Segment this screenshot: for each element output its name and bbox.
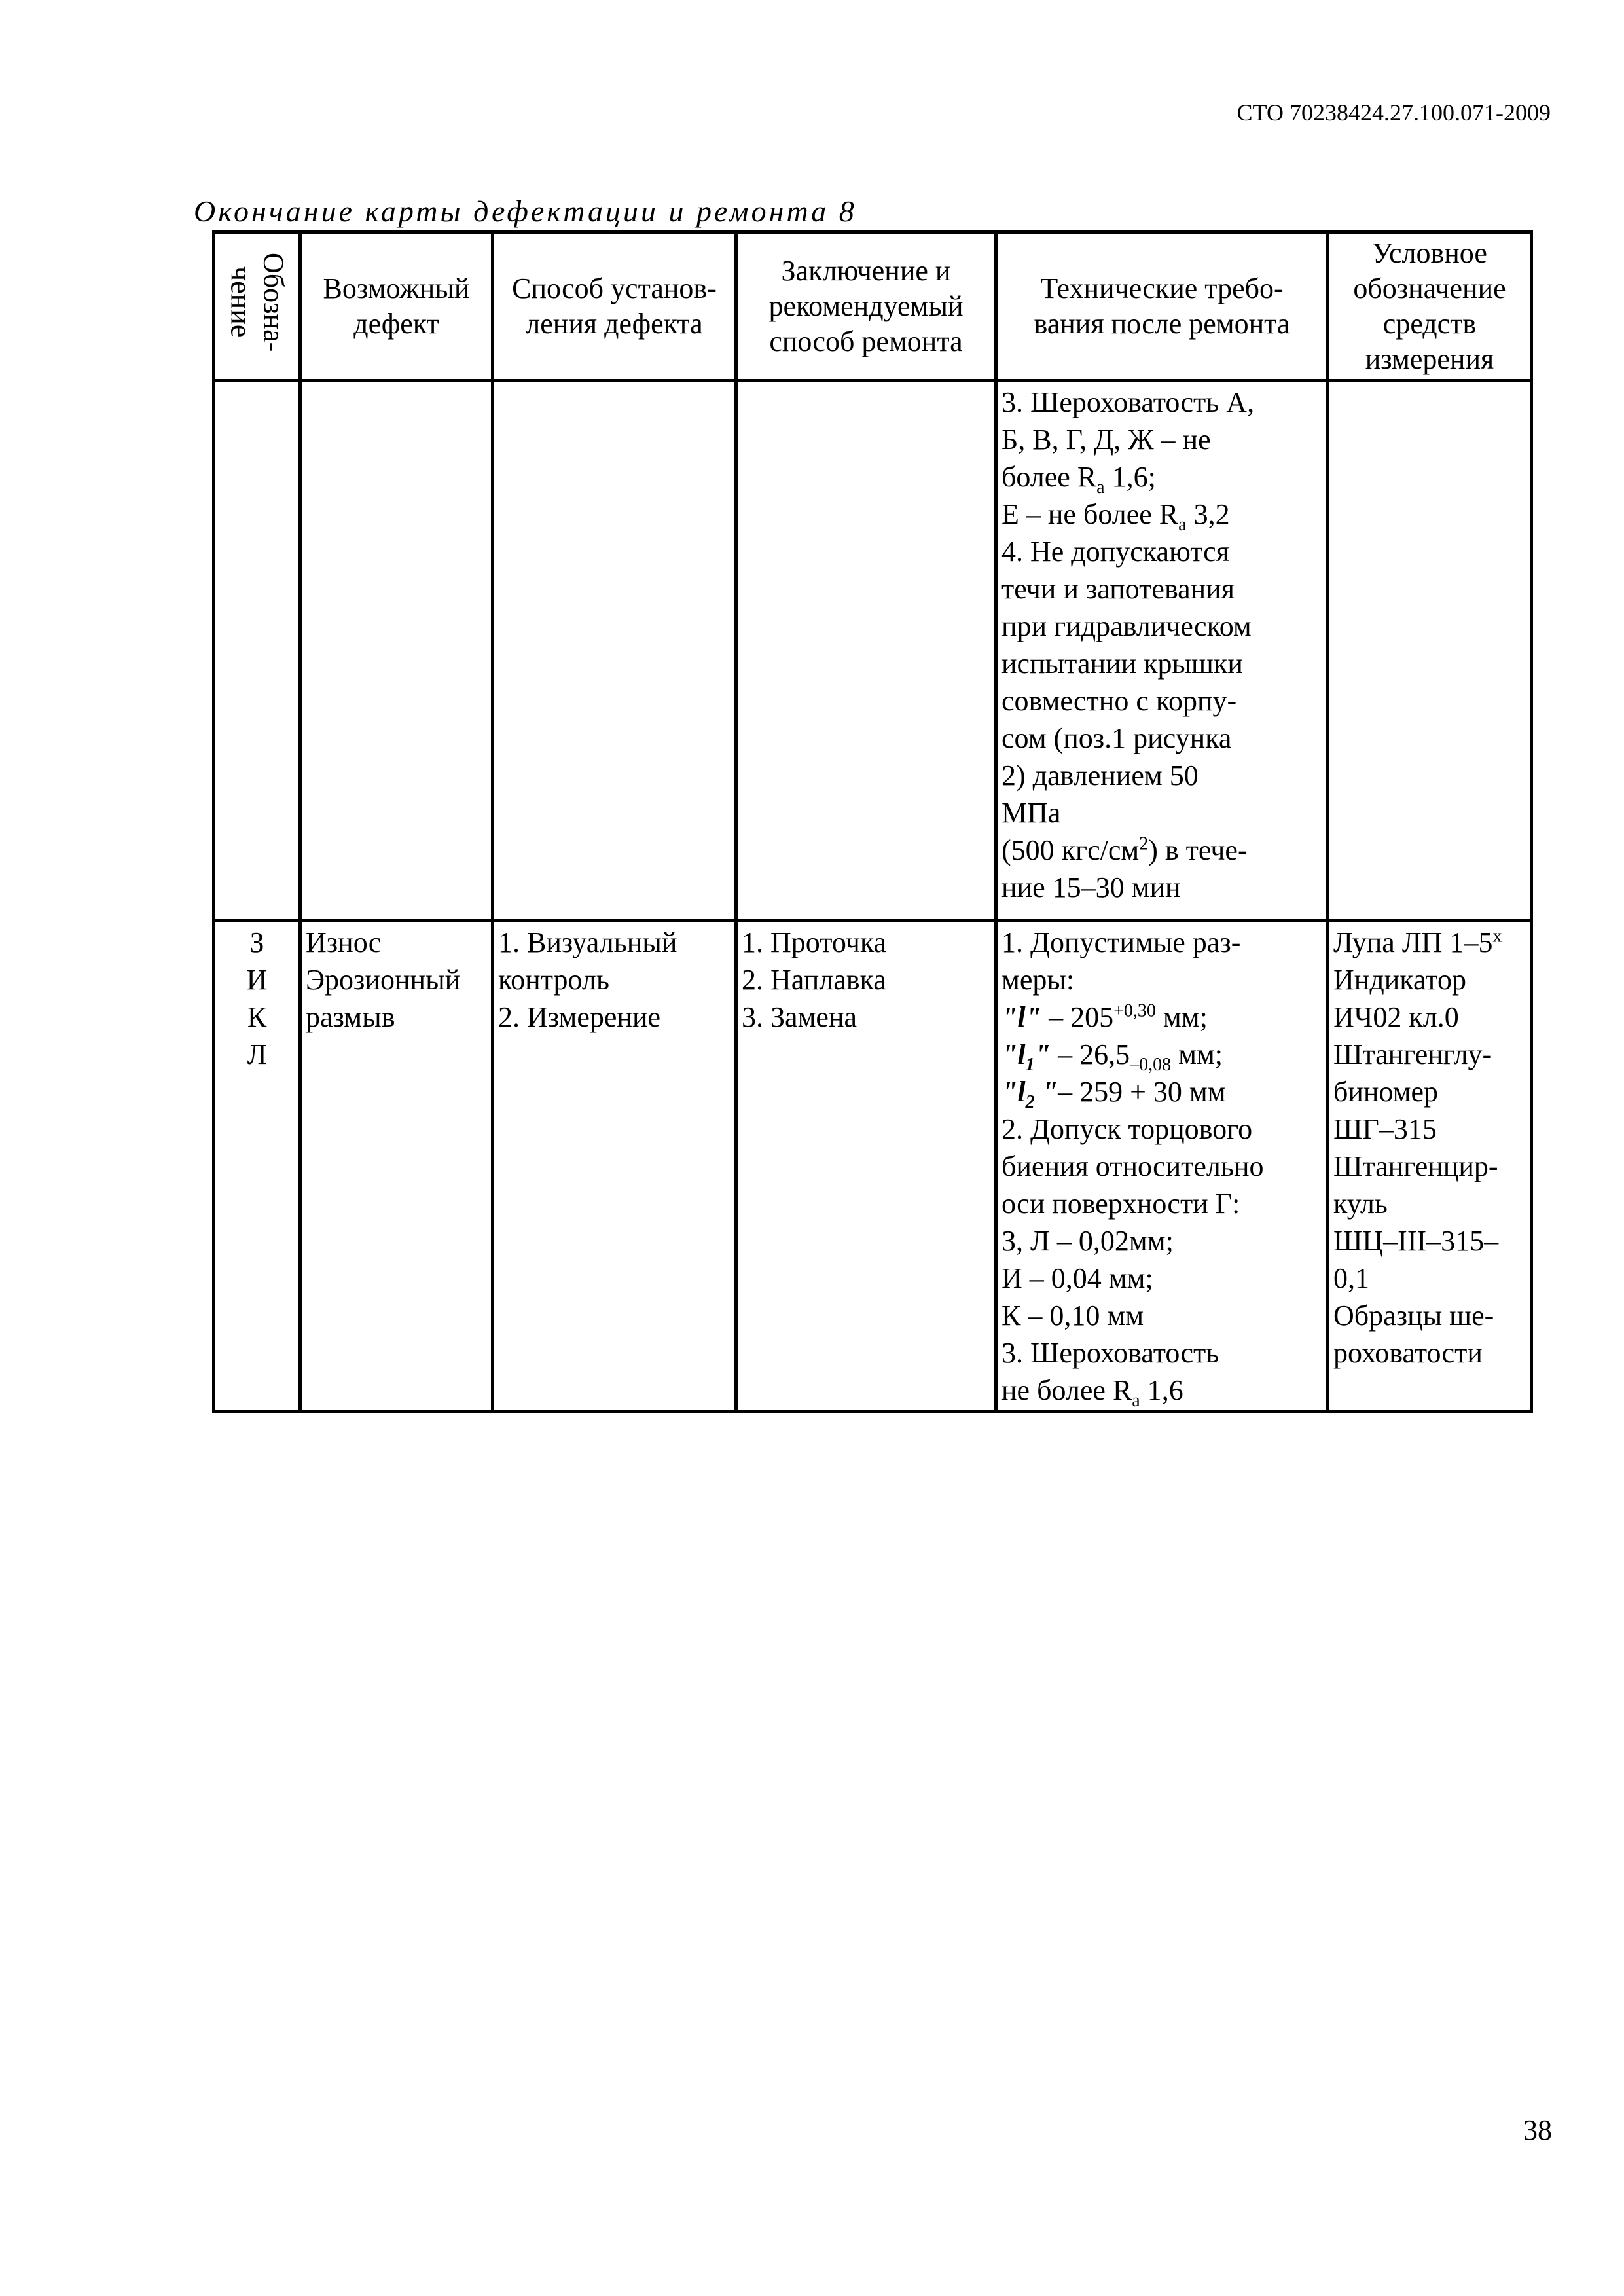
cell-tech-requirements-continued	[996, 381, 1328, 921]
tech-intro: 1. Допустимые раз- меры:	[1001, 926, 1241, 996]
table-row-continued	[214, 381, 1532, 921]
tech-line-roughness: более $R_a$ 1,6;	[1001, 461, 1156, 498]
tool-list: Индикатор ИЧ02 кл.0 Штангенглу- биномер ШГ–315 Штангенцир- куль ШЦ–III–315– 0,1 Образцы ше- роховатости	[1333, 964, 1499, 1369]
table-header-row	[214, 232, 1532, 381]
column-header-defect: Возможный дефект	[300, 232, 493, 381]
table-caption: Окончание карты дефектации и ремонта 8	[194, 194, 857, 228]
dimension-l: "l" – $205^{+0,30}$ мм;	[1001, 1000, 1208, 1033]
tech-line-roughness: не более $R_a$ 1,6	[1001, 1374, 1183, 1411]
tech-line-pressure: (500 кгс/$см^2$) в тече-	[1001, 833, 1248, 866]
defect-repair-table	[212, 230, 1533, 1413]
tool-magnifier: Лупа ЛП 1–5$^x$	[1333, 926, 1502, 958]
dimension-l2: "$l_2$ "– 259 + 30 мм	[1001, 1076, 1226, 1112]
tech-text-block: 4. Не допускаются течи и запотевания при гидравлическом испытании крышки совместно с корпу- сом (поз.1 рисунка 2) давлением 50 МПа	[1001, 536, 1252, 829]
cell-defect: Износ Эрозионный размыв	[300, 921, 493, 1412]
tech-text-block: 2. Допуск торцового биения относительно оси поверхности Г: З, Л – 0,02мм; И – 0,04 мм; К – 0,10 мм 3. Шероховатость	[1001, 1113, 1264, 1369]
tech-line-roughness: Е – не более $R_a$ 3,2	[1001, 498, 1230, 535]
tech-line: ние 15–30 мин	[1001, 871, 1181, 903]
cell-repair-method: 1. Проточка 2. Наплавка 3. Замена	[736, 921, 996, 1412]
cell-instruments-empty	[1328, 381, 1532, 921]
column-header-measuring-tools: Условное обозначение средств измерения	[1328, 232, 1532, 381]
column-header-designation	[214, 232, 300, 381]
dimension-l1: "$l_1$" – $26,5_{-0,08}$ мм;	[1001, 1038, 1223, 1075]
tech-line: Б, В, Г, Д, Ж – не	[1001, 424, 1211, 456]
cell-repair-empty	[736, 381, 996, 921]
document-code: СТО 70238424.27.100.071-2009	[1236, 100, 1551, 126]
page-number: 38	[1523, 2114, 1552, 2146]
column-header-designation-label: Обозна- чение	[225, 252, 290, 352]
cell-designation: З И К Л	[214, 921, 300, 1412]
cell-measuring-tools	[1328, 921, 1532, 1412]
cell-designation-empty	[214, 381, 300, 921]
column-header-conclusion-repair: Заключение и рекомендуемый способ ремонта	[736, 232, 996, 381]
tech-line: 3. Шероховатость А,	[1001, 386, 1255, 418]
table-row-zikl	[214, 921, 1532, 1412]
cell-detection-method: 1. Визуальный контроль 2. Измерение	[493, 921, 736, 1412]
column-header-detection-method: Способ установ- ления дефекта	[493, 232, 736, 381]
cell-defect-empty	[300, 381, 493, 921]
cell-tech-requirements	[996, 921, 1328, 1412]
cell-detection-empty	[493, 381, 736, 921]
column-header-tech-requirements: Технические требо- вания после ремонта	[996, 232, 1328, 381]
